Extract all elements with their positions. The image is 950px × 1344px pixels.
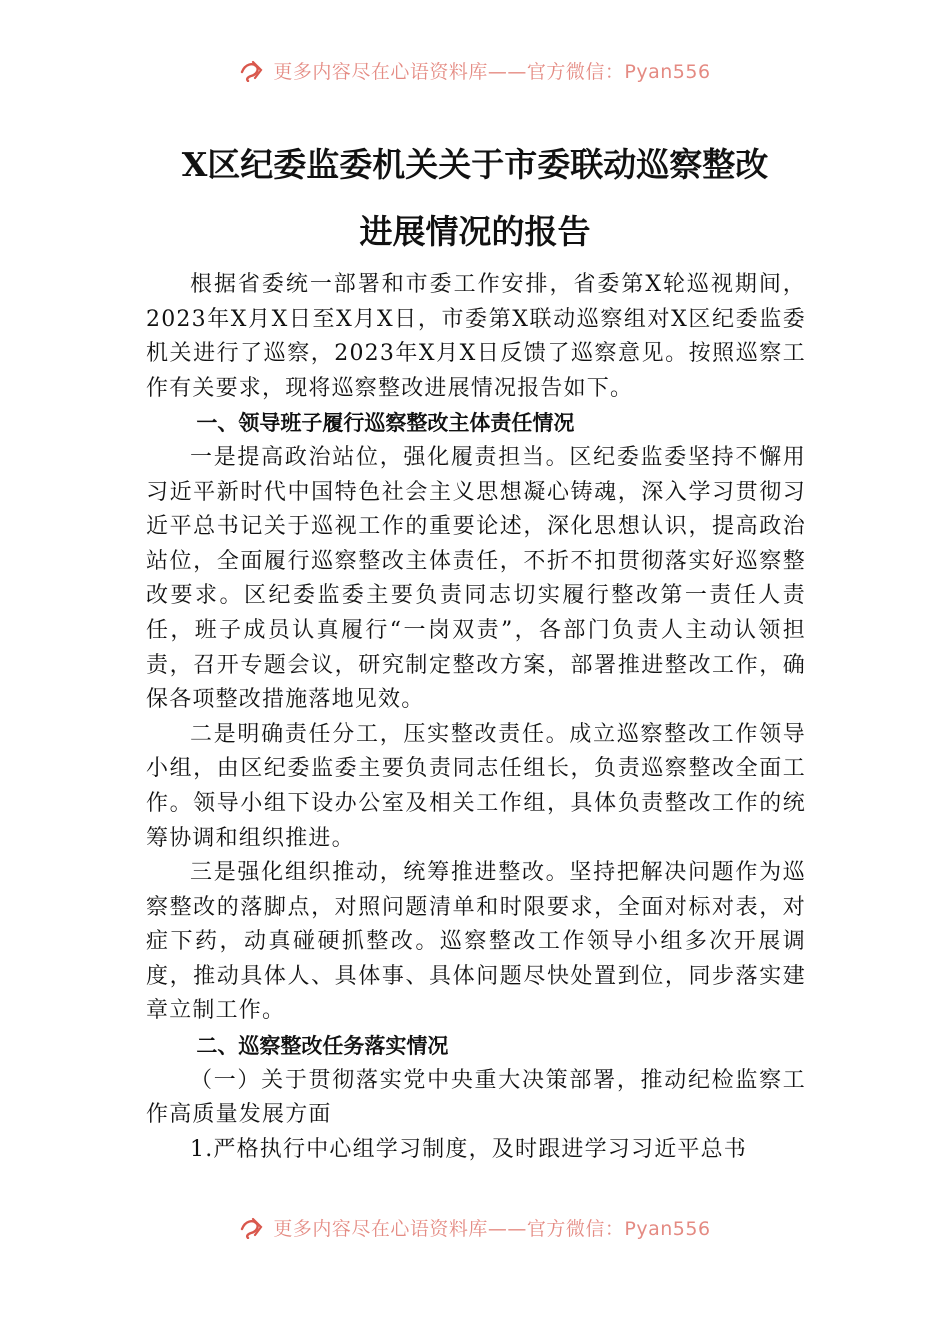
watermark-text: 更多内容尽在心语资料库——官方微信：Pyan556 — [273, 1217, 711, 1240]
watermark-top — [0, 55, 950, 85]
watermark-text: 更多内容尽在心语资料库——官方微信：Pyan556 — [273, 60, 711, 83]
logo-icon — [239, 58, 265, 82]
section1-paragraph-3: 三是强化组织推动，统筹推进整改。坚持把解决问题作为巡察整改的落脚点，对照问题清单和时限要求，全面对标对表，对症下药，动真碰硬抓整改。巡察整改工作领导小组多次开展调度，推动具体人、具体事、具体问题尽快处置到位，同步落实建章立制工作。 — [146, 860, 806, 1024]
section2-subheading: （一）关于贯彻落实党中央重大决策部署，推动纪检监察工作高质量发展方面 — [146, 1067, 806, 1128]
document-title-line1: X区纪委监委机关关于市委联动巡察整改 — [181, 145, 769, 184]
section2-item-1: 1.严格执行中心组学习制度，及时跟进学习习近平总书 — [190, 1136, 747, 1162]
section-heading-1: 一、领导班子履行巡察整改主体责任情况 — [196, 411, 575, 436]
logo-icon — [239, 1215, 265, 1239]
section1-paragraph-2: 二是明确责任分工，压实整改责任。成立巡察整改工作领导小组，由区纪委监委主要负责同志任组长，负责巡察整改全面工作。领导小组下设办公室及相关工作组，具体负责整改工作的统筹协调和组织推进。 — [146, 721, 806, 851]
document-title-line2: 进展情况的报告 — [359, 212, 591, 251]
section-heading-2: 二、巡察整改任务落实情况 — [196, 1034, 449, 1059]
document-body — [146, 268, 806, 1167]
intro-paragraph: 根据省委统一部署和市委工作安排，省委第X轮巡视期间，2023年X月X日至X月X日，市委第X联动巡察组对X区纪委监委机关进行了巡察，2023年X月X日反馈了巡察意见。按照巡察工作有关要求，现将巡察整改进展情况报告如下。 — [146, 272, 806, 401]
section1-paragraph-1: 一是提高政治站位，强化履责担当。区纪委监委坚持不懈用习近平新时代中国特色社会主义思想凝心铸魂，深入学习贯彻习近平总书记关于巡视工作的重要论述，深化思想认识，提高政治站位，全面履行巡察整改主体责任，不折不扣贯彻落实好巡察整改要求。区纪委监委主要负责同志切实履行整改第一责任人责任，班子成员认真履行“一岗双责”，各部门负责人主动认领担责，召开专题会议，研究制定整改方案，部署推进整改工作，确保各项整改措施落地见效。 — [146, 444, 806, 713]
watermark-bottom — [0, 1212, 950, 1242]
